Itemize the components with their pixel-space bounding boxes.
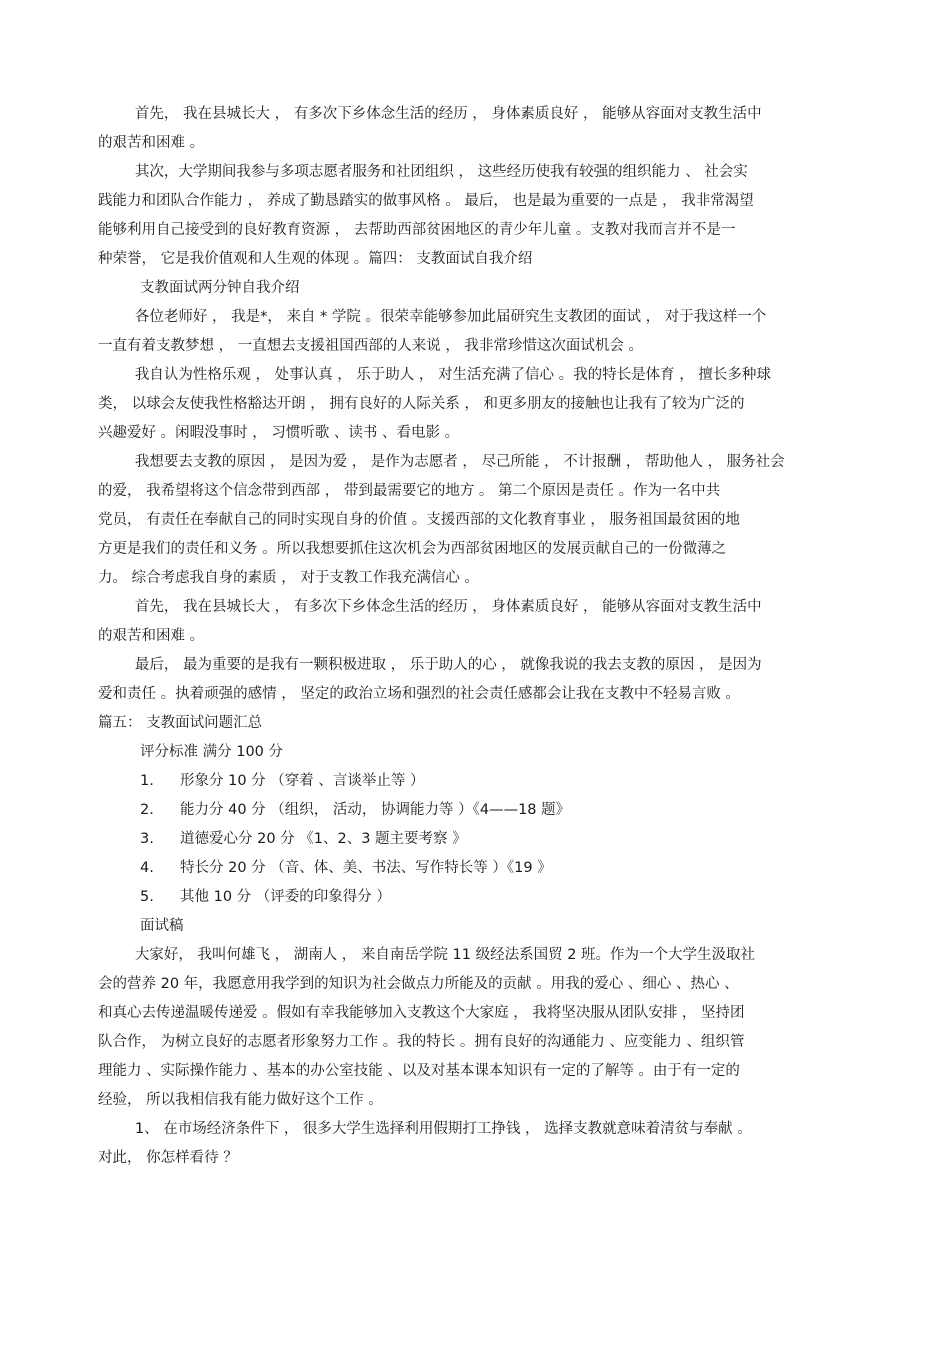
paragraph: 我自认为性格乐观 ， 处事认真 ， 乐于助人 ， 对生活充满了信心 。我的特长是体育 ， 擅长多种球 类， 以球会友使我性格豁达开朗 ， 拥有良好的人际关系 ， 和更多朋友的接触也让我有了较为广泛的 兴趣爱好 。闲暇没事时 ， 习惯听歌 、读书 、看电影 。 (98, 367, 771, 441)
paragraph: 最后， 最为重要的是我有一颗积极进取 ， 乐于助人的心 ， 就像我说的我去支教的原因 ， 是因为 爱和责任 。执着顽强的感情 ， 坚定的政治立场和强烈的社会责任感都会让我在支教中不轻易言败 。 篇五： 支教面试问题汇总 (98, 657, 762, 731)
score-item-text: 特长分 20 分 （音、体、美、书法、写作特长等 ）《19 》 (180, 860, 552, 876)
score-item-number: 3. (140, 831, 154, 847)
scoring-heading: 评分标准 满分 100 分 (140, 744, 284, 760)
paragraph: 各位老师好 ， 我是*， 来自 * 学院 。很荣幸能够参加此届研究生支教团的面试 ， 对于我这样一个 一直有着支教梦想 ， 一直想去支援祖国西部的人来说 ， 我非常珍惜这次面试机会 。 (98, 309, 767, 354)
section-subtitle: 支教面试两分钟自我介绍 (140, 280, 300, 296)
paragraph: 其次，大学期间我参与多项志愿者服务和社团组织 ， 这些经历使我有较强的组织能力 、 社会实 践能力和团队合作能力 ， 养成了勤恳踏实的做事风格 。 最后， 也是最为重要的一点是 ， 我非常渴望 能够利用自己接受到的良好教育资源 ， 去帮助西部贫困地区的青少年儿童 。支教对我而言并不是一 种荣誉， 它是我价值观和人生观的体现 。篇四： 支教面试自我介绍 (98, 164, 754, 267)
paragraph: 1、 在市场经济条件下 ， 很多大学生选择利用假期打工挣钱 ， 选择支教就意味着清贫与奉献 。 对此， 你怎样看待 ？ (98, 1121, 752, 1166)
document-body (98, 100, 826, 1173)
section-subtitle: 面试稿 (140, 918, 184, 934)
paragraph: 首先， 我在县城长大 ， 有多次下乡体念生活的经历 ， 身体素质良好 ， 能够从容面对支教生活中 的艰苦和困难 。 (98, 599, 762, 644)
paragraph: 我想要去支教的原因 ， 是因为爱 ， 是作为志愿者 ， 尽己所能 ， 不计报酬 ， 帮助他人 ， 服务社会 的爱， 我希望将这个信念带到西部 ， 带到最需要它的地方 。 第二个原因是责任 。作为一名中共 党员， 有责任在奉献自己的同时实现自身的价值 。支援西部的文化教育事业 ， 服务祖国最贫困的地 方更是我们的责任和义务 。所以我想要抓住这次机会为西部贫困地区的发展贡献自己的一份微薄之 力。 综合考虑我自身的素质 ， 对于支教工作我充满信心 。 (98, 454, 785, 586)
score-item-text: 道德爱心分 20 分 《1、2、3 题主要考察 》 (180, 831, 467, 847)
score-item-number: 1. (140, 773, 154, 789)
score-item (98, 825, 826, 854)
score-item-number: 2. (140, 802, 154, 818)
score-item-number: 4. (140, 860, 154, 876)
score-item-text: 形象分 10 分 （穿着 、言谈举止等 ） (180, 773, 425, 789)
score-item (98, 767, 826, 796)
score-item (98, 796, 826, 825)
paragraph: 大家好， 我叫何雄飞 ， 湖南人 ， 来自南岳学院 11 级经法系国贸 2 班。作为一个大学生汲取社 会的营养 20 年，我愿意用我学到的知识为社会做点力所能及的贡献 。用我的爱心 、细心 、热心 、 和真心去传递温暖传递爱 。假如有幸我能够加入支教这个大家庭 ， 我将坚决服从团队安排 ， 坚持团 队合作， 为树立良好的志愿者形象努力工作 。我的特长 。拥有良好的沟通能力 、应变能力 、组织管 理能力 、实际操作能力 、基本的办公室技能 、以及对基本课本知识有一定的了解等 。由于有一定的 经验， 所以我相信我有能力做好这个工作 。 (98, 947, 756, 1108)
paragraph: 首先， 我在县城长大 ， 有多次下乡体念生活的经历 ， 身体素质良好 ， 能够从容面对支教生活中 的艰苦和困难 。 (98, 106, 762, 151)
score-item-text: 其他 10 分 （评委的印象得分 ） (180, 889, 391, 905)
score-item (98, 854, 826, 883)
score-item (98, 883, 826, 912)
score-item-number: 5. (140, 889, 154, 905)
score-item-text: 能力分 40 分 （组织， 活动， 协调能力等 ）《4——18 题》 (180, 802, 571, 818)
